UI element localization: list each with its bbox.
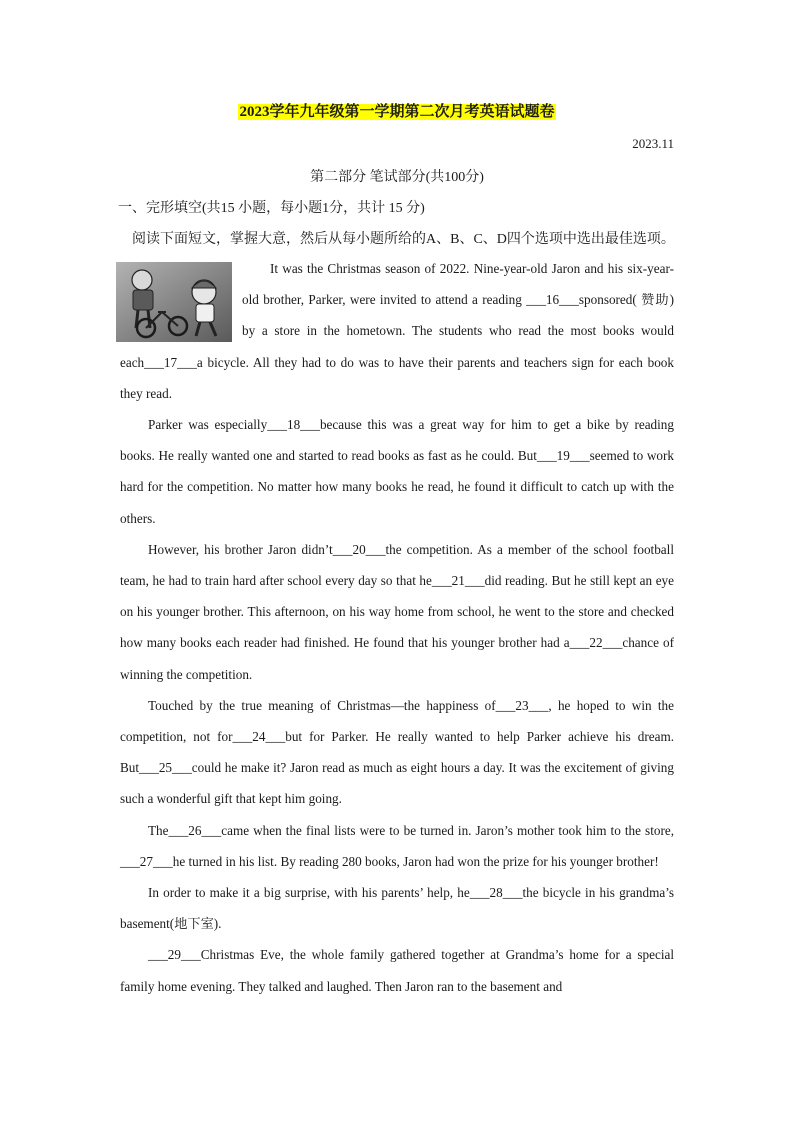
section-heading: 一、完形填空(共15 小题，每小题1分，共计 15 分) (118, 201, 425, 216)
paragraph-4: Touched by the true meaning of Christmas—the happiness of___23___, he hoped to win the competition, not for___24___but for Parker. He really wanted to help Parker achieve his dream. But___25___could he make it? Jaron read as much as eight hours a day. It was the excitement of giving such a wonderful gift that kept him going. (120, 697, 674, 807)
instructions: 阅读下面短文，掌握大意，然后从每小题所给的A、B、C、D四个选项中选出最佳选项。 (132, 232, 675, 247)
exam-title-text: 2023学年九年级第一学期第二次月考英语试题卷 (239, 104, 555, 120)
paragraph-3: However, his brother Jaron didn’t___20___the competition. As a member of the school football team, he had to train hard after school every day so that he___21___did reading. But he still kept an eye on his younger brother. This afternoon, on his way home from school, he went to the store and checked how many books each reader had finished. He found that his younger brother had a___22___chance of winning the competition. (120, 541, 674, 682)
paragraph-6: In order to make it a big surprise, with his parents’ help, he___28___the bicycle in his grandma’s basement(地下室). (120, 885, 674, 932)
illustration-spacer (120, 253, 242, 343)
part-heading: 第二部分 笔试部分(共100分) (310, 170, 484, 185)
paragraph-2: Parker was especially___18___because this was a great way for him to get a bike by reading books. He really wanted one and started to read books as fast as he could. But___19___seemed to work hard for the competition. No matter how many books he read, he found it difficult to catch up with the others. (120, 417, 674, 526)
exam-title (0, 100, 794, 121)
paragraph-5: The___26___came when the final lists were to be turned in. Jaron’s mother took him to the store, ___27___he turned in his list. By reading 280 books, Jaron had won the prize for his younger brother! (120, 822, 674, 869)
cloze-passage (120, 253, 674, 1002)
paragraph-7: ___29___Christmas Eve, the whole family gathered together at Grandma’s home for a special family home evening. They talked and laughed. Then Jaron ran to the basement and (120, 947, 674, 994)
paragraph-1-text: It was the Christmas season of 2022. Nine-year-old Jaron and his six-year-old brother, Parker, were invited to attend a reading ___16___sponsored( 赞助) by a store in the hometown. The students who read the most books would each___17___a bicycle. All they had to do was to have their parents and teachers sign for each book they read. (120, 261, 674, 401)
exam-date: 2023.11 (632, 136, 674, 151)
